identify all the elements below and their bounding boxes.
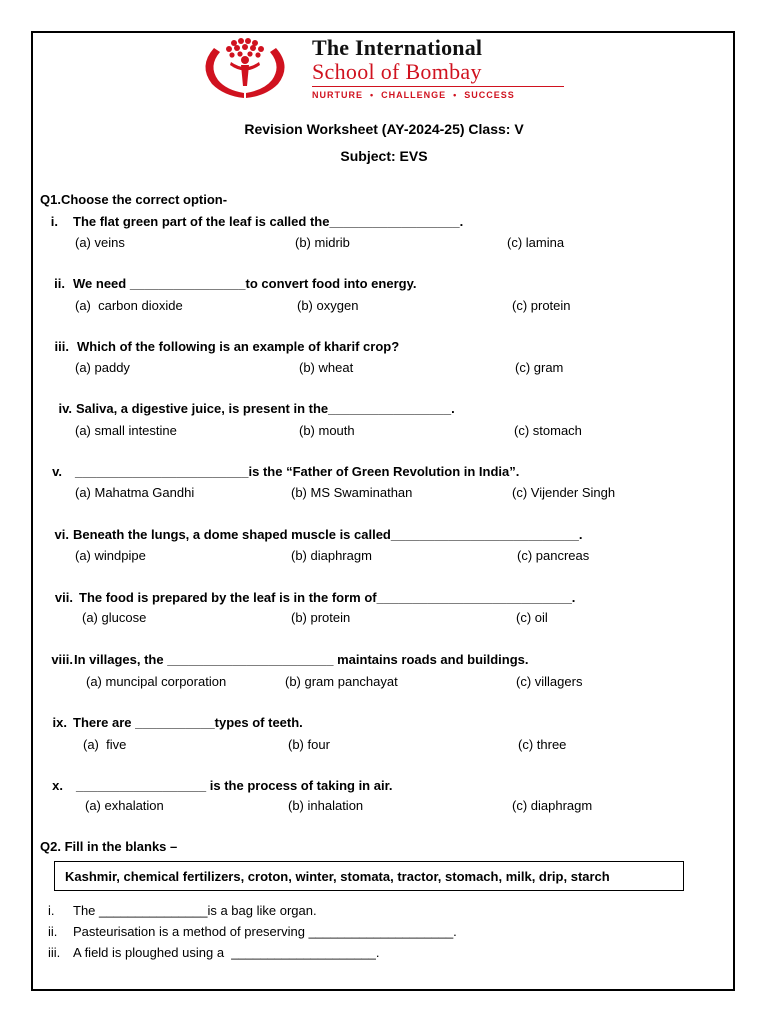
option-c: (c) stomach (514, 423, 582, 438)
option-a: (a) muncipal corporation (86, 674, 227, 689)
blank-number: i. (48, 903, 55, 918)
question-text: Saliva, a digestive juice, is present in the_________________. (76, 401, 455, 416)
question-text: Which of the following is an example of kharif crop? (77, 339, 400, 354)
q2-heading: Q2. Fill in the blanks – (40, 839, 178, 854)
option-c: (c) Vijender Singh (512, 485, 616, 500)
option-a: (a) paddy (75, 360, 130, 375)
word-bank-box (54, 861, 684, 891)
question-text: In villages, the _______________________ maintains roads and buildings. (74, 652, 529, 667)
question-number: viii. (51, 652, 73, 667)
option-b: (b) oxygen (297, 298, 359, 313)
question-number: vi. (54, 527, 69, 542)
question-number: i. (50, 214, 58, 229)
option-a: (a) five (83, 737, 127, 752)
option-c: (c) oil (516, 610, 548, 625)
question-number: vii. (54, 590, 73, 605)
option-c: (c) three (518, 737, 567, 752)
option-b: (b) wheat (299, 360, 354, 375)
option-b: (b) mouth (299, 423, 355, 438)
question-number: iv. (58, 401, 72, 416)
option-c: (c) lamina (507, 235, 565, 250)
option-c: (c) villagers (516, 674, 583, 689)
option-a: (a) small intestine (75, 423, 177, 438)
question-number: x. (52, 778, 63, 793)
question-text: The food is prepared by the leaf is in the form of___________________________. (79, 590, 576, 605)
question-text: We need ________________to convert food into energy. (73, 276, 417, 291)
option-a: (a) Mahatma Gandhi (75, 485, 195, 500)
question-text: There are ___________types of teeth. (73, 715, 303, 730)
question-text: ________________________is the “Father of Green Revolution in India”. (75, 464, 520, 479)
option-a: (a) glucose (82, 610, 147, 625)
question-number: ix. (52, 715, 67, 730)
option-b: (b) midrib (295, 235, 350, 250)
option-c: (c) protein (512, 298, 571, 313)
option-b: (b) protein (291, 610, 351, 625)
blank-text: The _______________is a bag like organ. (73, 903, 317, 918)
option-b: (b) diaphragm (291, 548, 372, 563)
header-rule (312, 86, 564, 87)
option-b: (b) gram panchayat (285, 674, 398, 689)
option-a: (a) exhalation (85, 798, 164, 813)
school-logo-icon (190, 36, 300, 102)
school-name-block (312, 36, 564, 100)
option-a: (a) veins (75, 235, 125, 250)
blank-text: A field is ploughed using a ____________________. (73, 945, 380, 960)
school-motto: NURTURE • CHALLENGE • SUCCESS (312, 90, 515, 100)
option-c: (c) diaphragm (512, 798, 593, 813)
question-text: Beneath the lungs, a dome shaped muscle is called__________________________. (73, 527, 583, 542)
option-a: (a) windpipe (75, 548, 146, 563)
blank-text: Pasteurisation is a method of preserving ____________________. (73, 924, 457, 939)
blank-number: iii. (48, 945, 61, 960)
option-b: (b) MS Swaminathan (291, 485, 413, 500)
question-text: The flat green part of the leaf is called the__________________. (73, 214, 464, 229)
worksheet-title: Revision Worksheet (AY-2024-25) Class: V (244, 121, 524, 137)
option-c: (c) pancreas (517, 548, 590, 563)
school-name-line1: The International (312, 35, 483, 60)
word-bank: Kashmir, chemical fertilizers, croton, winter, stomata, tractor, stomach, milk, drip, starch (65, 869, 610, 884)
option-c: (c) gram (515, 360, 564, 375)
worksheet-subject: Subject: EVS (340, 148, 428, 164)
blank-number: ii. (48, 924, 58, 939)
question-number: iii. (54, 339, 69, 354)
question-text: __________________ is the process of taking in air. (76, 778, 393, 793)
option-b: (b) four (288, 737, 330, 752)
question-number: v. (52, 464, 62, 479)
option-a: (a) carbon dioxide (75, 298, 183, 313)
school-name-line2: School of Bombay (312, 59, 482, 84)
q1-heading: Q1.Choose the correct option- (40, 192, 228, 207)
option-b: (b) inhalation (288, 798, 364, 813)
question-number: ii. (54, 276, 65, 291)
